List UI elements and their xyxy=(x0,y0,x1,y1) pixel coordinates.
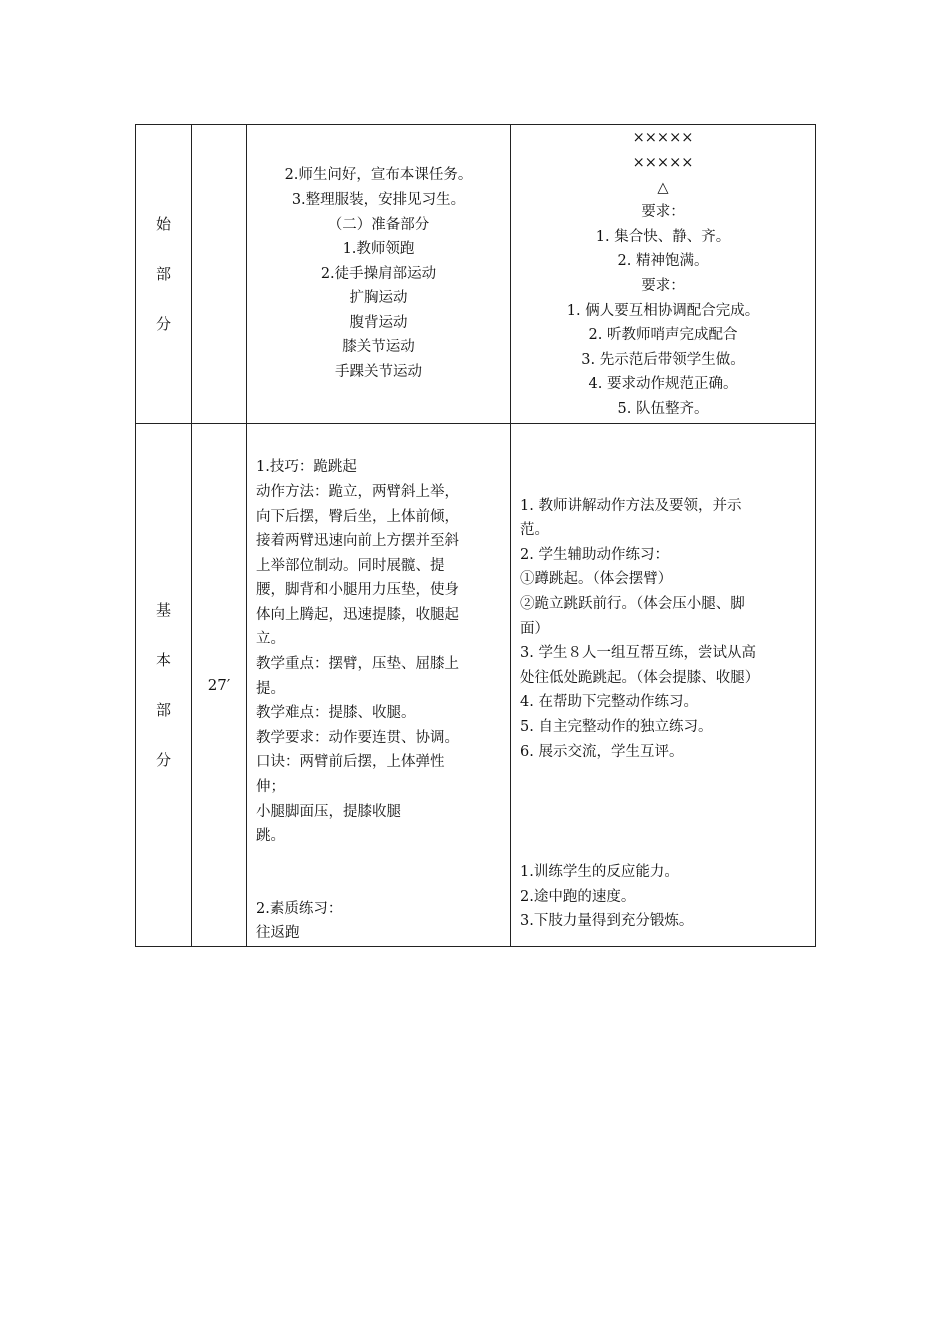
section-char: 本 xyxy=(155,651,171,669)
section-char: 部 xyxy=(155,701,171,719)
content-line: 动作方法：跪立，两臂斜上举， xyxy=(256,483,459,500)
formation-line: ××××× xyxy=(632,155,694,172)
content-line: 提。 xyxy=(256,680,285,697)
organization-line: 5. 自主完整动作的独立练习。 xyxy=(520,719,713,736)
spacer xyxy=(520,764,815,788)
content-line: 接着两臂迅速向前上方摆并至斜 xyxy=(256,533,459,550)
content-line: 膝关节运动 xyxy=(342,339,415,356)
content-cell xyxy=(247,424,511,947)
content-cell xyxy=(247,125,511,424)
organization-line: 3. 先示范后带领学生做。 xyxy=(581,351,745,368)
content-line: 上举部位制动。同时展髋、提 xyxy=(256,557,445,574)
lesson-plan-table xyxy=(135,124,816,947)
organization-line: 1. 教师讲解动作方法及要领，并示 xyxy=(520,497,742,514)
organization-line: 2. 精神饱满。 xyxy=(617,253,709,270)
table-row xyxy=(136,125,816,424)
organization-line: 4. 在帮助下完整动作练习。 xyxy=(520,694,698,711)
content-line: （二）准备部分 xyxy=(327,216,430,233)
content-line: 1.教师领跑 xyxy=(342,241,415,258)
section-cell xyxy=(136,125,192,424)
organization-line: ②跪立跳跃前行。（体会压小腿、脚 xyxy=(520,596,745,613)
content-line: 教学难点：提膝、收腿。 xyxy=(256,705,416,722)
organization-line: 要求： xyxy=(641,204,685,221)
spacer xyxy=(520,788,815,812)
section-char: 部 xyxy=(155,265,171,283)
content-line: 教学重点：摆臂，压垫、屈膝上 xyxy=(256,656,459,673)
organization-line: 要求： xyxy=(641,278,685,294)
content-line: 2.徒手操肩部运动 xyxy=(320,265,437,282)
organization-line: 3.下肢力量得到充分锻炼。 xyxy=(520,913,694,930)
content-line: 教学要求：动作要连贯、协调。 xyxy=(256,729,459,746)
organization-line: 4. 要求动作规范正确。 xyxy=(588,376,738,393)
content-line: 体向上腾起，迅速提膝，收腿起 xyxy=(256,606,459,623)
content-line: 立。 xyxy=(256,631,285,648)
content-line: 2.师生问好，宣布本课任务。 xyxy=(284,167,473,184)
content-line: 小腿脚面压，提膝收腿 xyxy=(256,803,401,820)
content-line: 跳。 xyxy=(256,828,285,845)
organization-line: 面） xyxy=(520,620,549,637)
spacer xyxy=(520,812,815,836)
time-cell: 27′ xyxy=(192,424,247,947)
organization-cell xyxy=(511,424,816,947)
teacher-marker: △ xyxy=(657,179,669,196)
content-line: 往返跑 xyxy=(256,925,300,942)
spacer xyxy=(520,836,815,860)
content-line: 1.技巧：跪跳起 xyxy=(256,459,357,476)
spacer xyxy=(256,849,510,873)
time-cell xyxy=(192,125,247,424)
content-line: 口诀：两臂前后摆，上体弹性 xyxy=(256,754,445,771)
organization-line: ①蹲跳起。（体会摆臂） xyxy=(520,571,673,588)
content-line: 腰，脚背和小腿用力压垫，使身 xyxy=(256,582,459,599)
content-line: 2.素质练习： xyxy=(256,900,343,917)
content-line: 3.整理服装，安排见习生。 xyxy=(291,191,466,208)
organization-line: 2.途中跑的速度。 xyxy=(520,888,636,905)
spacer xyxy=(256,873,510,897)
formation-line: ××××× xyxy=(632,130,694,147)
content-line: 扩胸运动 xyxy=(349,290,408,307)
organization-line: 1.训练学生的反应能力。 xyxy=(520,864,679,881)
organization-line: 处往低处跪跳起。（体会提膝、收腿） xyxy=(520,669,760,686)
section-cell xyxy=(136,424,192,947)
organization-line: 6. 展示交流，学生互评。 xyxy=(520,743,684,760)
organization-line: 2. 学生辅助动作练习： xyxy=(520,546,669,563)
section-char: 基 xyxy=(155,601,171,619)
organization-cell xyxy=(511,125,816,424)
organization-line: 3. 学生８人一组互帮互练，尝试从高 xyxy=(520,645,756,662)
content-line: 向下后摆，臀后坐，上体前倾， xyxy=(256,508,459,525)
content-line: 手踝关节运动 xyxy=(335,364,422,381)
content-line: 腹背运动 xyxy=(349,314,408,331)
section-char: 始 xyxy=(155,215,171,233)
organization-line: 5. 队伍整齐。 xyxy=(617,400,709,417)
content-line: 伸； xyxy=(256,779,285,796)
organization-line: 1. 集合快、静、齐。 xyxy=(595,228,731,245)
organization-line: 范。 xyxy=(520,522,549,539)
section-char: 分 xyxy=(155,315,171,333)
section-char: 分 xyxy=(155,751,171,769)
organization-line: 2. 听教师哨声完成配合 xyxy=(588,327,738,344)
table-row xyxy=(136,424,816,947)
organization-line: 1. 俩人要互相协调配合完成。 xyxy=(566,302,760,319)
